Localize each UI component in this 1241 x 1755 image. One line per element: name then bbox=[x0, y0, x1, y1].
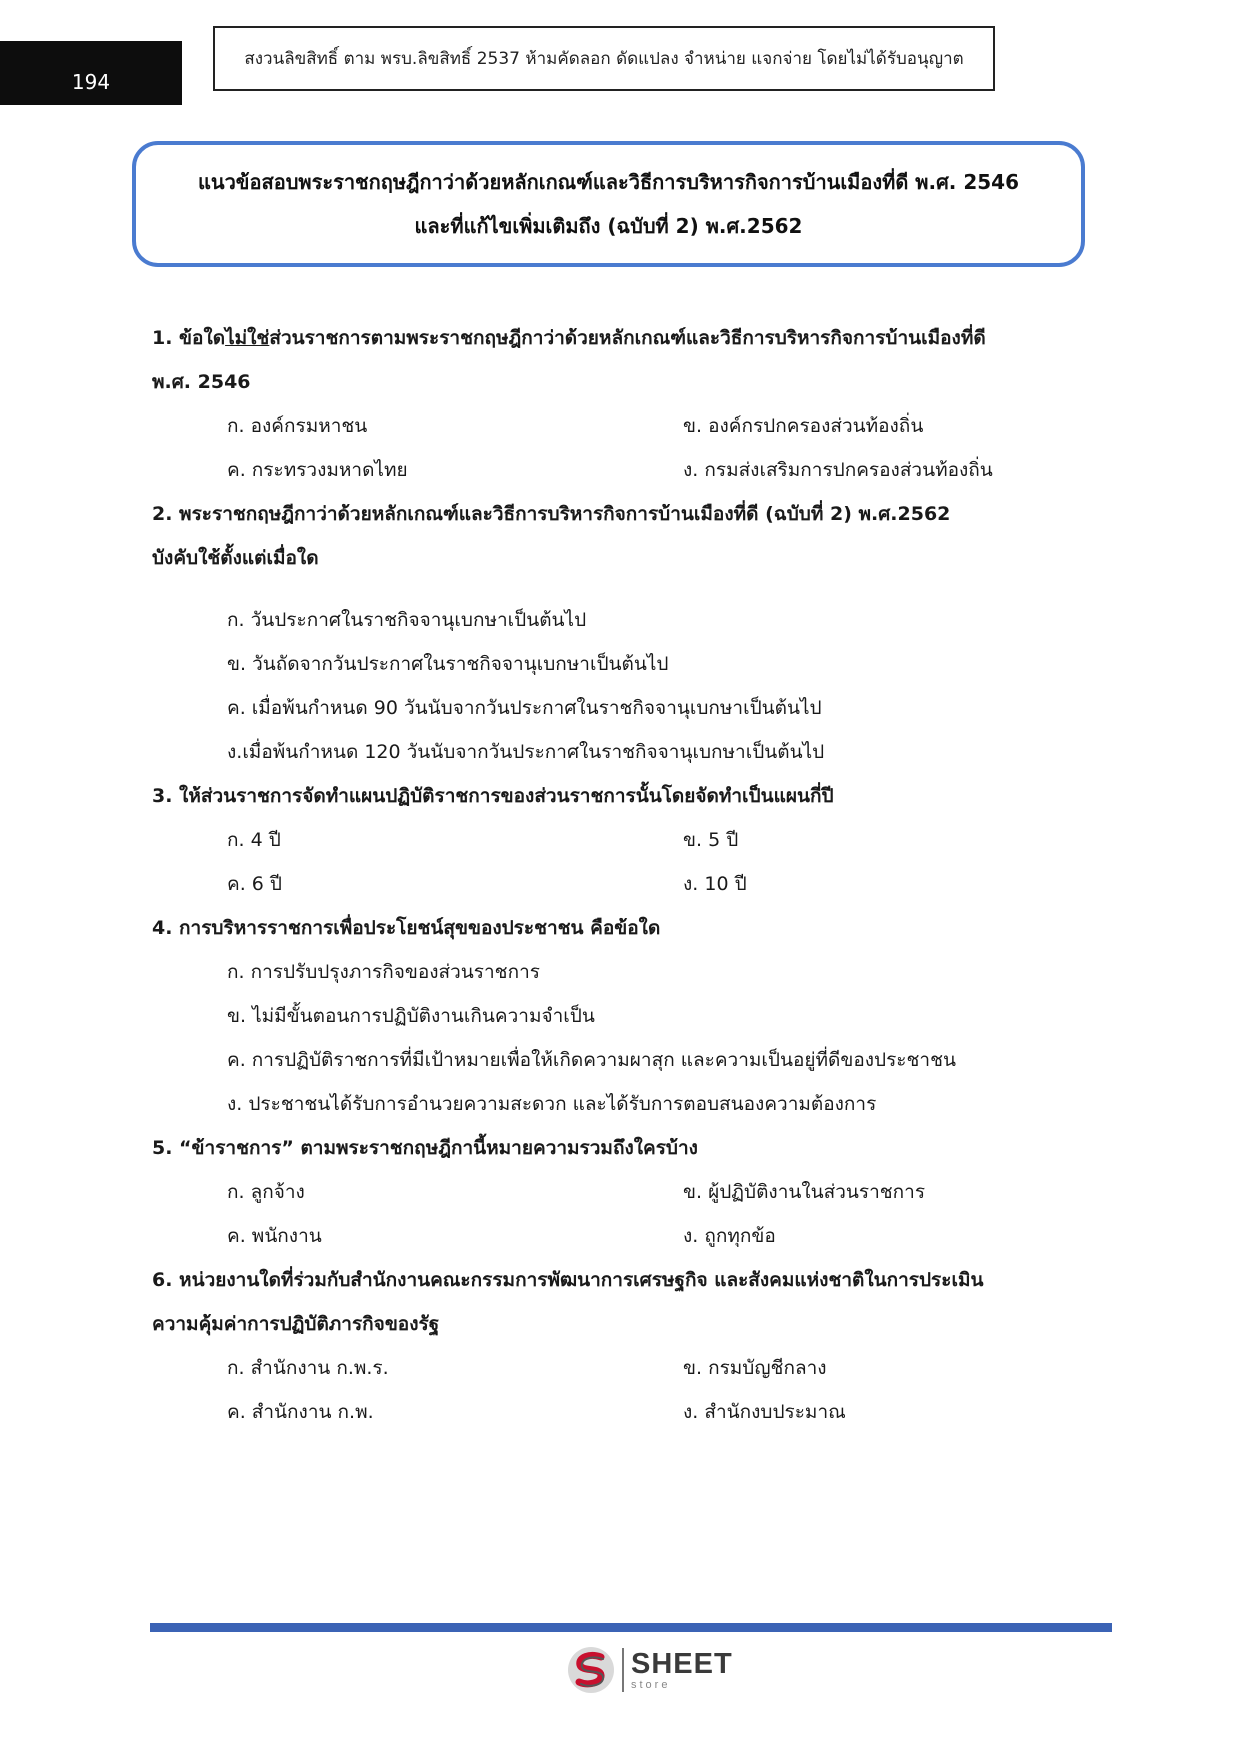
title-line-1: แนวข้อสอบพระราชกฤษฎีกาว่าด้วยหลักเกณฑ์และวิธีการบริหารกิจการบ้านเมืองที่ดี พ.ศ. 2546 bbox=[198, 170, 1019, 194]
choice-c: ค. สำนักงาน ก.พ. bbox=[227, 1401, 374, 1423]
choice-c: ค. การปฏิบัติราชการที่มีเป้าหมายเพื่อให้เกิดความผาสุก และความเป็นอยู่ที่ดีของประชาชน bbox=[227, 1049, 956, 1071]
question-2 bbox=[152, 492, 1072, 774]
question-1 bbox=[152, 316, 1072, 492]
choice-d: ง. สำนักงบประมาณ bbox=[683, 1401, 846, 1423]
logo-separator bbox=[622, 1648, 624, 1692]
question-3-choices bbox=[152, 818, 1072, 906]
copyright-notice bbox=[213, 26, 995, 91]
choice-b: ข. ผู้ปฏิบัติงานในส่วนราชการ bbox=[683, 1181, 926, 1203]
question-6-text-line-2: ความคุ้มค่าการปฏิบัติภารกิจของรัฐ bbox=[152, 1313, 440, 1335]
question-1-text bbox=[152, 316, 1072, 360]
choice-a: ก. สำนักงาน ก.พ.ร. bbox=[227, 1357, 389, 1379]
question-1-text-line-2: พ.ศ. 2546 bbox=[152, 371, 251, 393]
choice-d: ง. กรมส่งเสริมการปกครองส่วนท้องถิ่น bbox=[683, 459, 993, 481]
logo-word: SHEET bbox=[631, 1647, 733, 1680]
question-1-rest: ส่วนราชการตามพระราชกฤษฎีกาว่าด้วยหลักเกณฑ์และวิธีการบริหารกิจการบ้านเมืองที่ดี bbox=[269, 327, 986, 349]
question-5-choices bbox=[152, 1170, 1072, 1258]
logo-subword: store bbox=[631, 1678, 671, 1691]
choice-d: ง. 10 ปี bbox=[683, 873, 747, 895]
question-6-text: 6. หน่วยงานใดที่ร่วมกับสำนักงานคณะกรรมการพัฒนาการเศรษฐกิจ และสังคมแห่งชาติในการประเมิน bbox=[152, 1269, 984, 1291]
question-1-prefix: 1. ข้อใด bbox=[152, 327, 226, 349]
question-4-text: 4. การบริหารราชการเพื่อประโยชน์สุขของประชาชน คือข้อใด bbox=[152, 917, 661, 939]
choice-c: ค. เมื่อพ้นกำหนด 90 วันนับจากวันประกาศในราชกิจจานุเบกษาเป็นต้นไป bbox=[227, 697, 822, 719]
question-2-choices bbox=[152, 598, 1072, 774]
page-number: 194 bbox=[71, 70, 111, 94]
choice-c: ค. กระทรวงมหาดไทย bbox=[227, 459, 408, 481]
question-3 bbox=[152, 774, 1072, 906]
choice-d: ง.เมื่อพ้นกำหนด 120 วันนับจากวันประกาศในราชกิจจานุเบกษาเป็นต้นไป bbox=[227, 741, 825, 763]
choice-a: ก. วันประกาศในราชกิจจานุเบกษาเป็นต้นไป bbox=[227, 609, 587, 631]
question-4-choices bbox=[152, 950, 1072, 1126]
sheet-store-logo bbox=[566, 1645, 733, 1695]
choice-b: ข. วันถัดจากวันประกาศในราชกิจจานุเบกษาเป็นต้นไป bbox=[227, 653, 669, 675]
choice-a: ก. 4 ปี bbox=[227, 829, 281, 851]
question-6-choices bbox=[152, 1346, 1072, 1434]
question-2-text: 2. พระราชกฤษฎีกาว่าด้วยหลักเกณฑ์และวิธีการบริหารกิจการบ้านเมืองที่ดี (ฉบับที่ 2) พ.ศ.2562 bbox=[152, 503, 951, 525]
logo-text bbox=[631, 1647, 733, 1691]
choice-c: ค. พนักงาน bbox=[227, 1225, 322, 1247]
choice-a: ก. องค์กรมหาชน bbox=[227, 415, 368, 437]
document-title-box bbox=[132, 141, 1085, 267]
question-list bbox=[152, 316, 1072, 1434]
question-5-text: 5. “ข้าราชการ” ตามพระราชกฤษฎีกานี้หมายความรวมถึงใครบ้าง bbox=[152, 1137, 698, 1159]
footer-rule bbox=[150, 1623, 1112, 1632]
copyright-text: สงวนลิขสิทธิ์ ตาม พรบ.ลิขสิทธิ์ 2537 ห้ามคัดลอก ดัดแปลง จำหน่าย แจกจ่าย โดยไม่ได้รับอนุญาต bbox=[244, 49, 964, 69]
page-number-tab bbox=[0, 41, 182, 105]
choice-a: ก. การปรับปรุงภารกิจของส่วนราชการ bbox=[227, 961, 540, 983]
choice-b: ข. ไม่มีขั้นตอนการปฏิบัติงานเกินความจำเป็น bbox=[227, 1005, 595, 1027]
choice-b: ข. 5 ปี bbox=[683, 829, 739, 851]
title-line-2: และที่แก้ไขเพิ่มเติมถึง (ฉบับที่ 2) พ.ศ.2562 bbox=[414, 214, 803, 238]
choice-a: ก. ลูกจ้าง bbox=[227, 1181, 305, 1203]
question-3-text: 3. ให้ส่วนราชการจัดทำแผนปฏิบัติราชการของส่วนราชการนั้นโดยจัดทำเป็นแผนกี่ปี bbox=[152, 785, 834, 807]
question-6 bbox=[152, 1258, 1072, 1434]
choice-c: ค. 6 ปี bbox=[227, 873, 282, 895]
choice-d: ง. ประชาชนได้รับการอำนวยความสะดวก และได้รับการตอบสนองความต้องการ bbox=[227, 1093, 877, 1115]
sheet-store-s-icon bbox=[566, 1645, 616, 1695]
question-5 bbox=[152, 1126, 1072, 1258]
question-4 bbox=[152, 906, 1072, 1126]
choice-b: ข. องค์กรปกครองส่วนท้องถิ่น bbox=[683, 415, 924, 437]
choice-b: ข. กรมบัญชีกลาง bbox=[683, 1357, 827, 1379]
choice-d: ง. ถูกทุกข้อ bbox=[683, 1225, 776, 1247]
question-2-text-line-2: บังคับใช้ตั้งแต่เมื่อใด bbox=[152, 547, 319, 569]
question-1-emphasis: ไม่ใช่ bbox=[225, 327, 270, 349]
question-1-choices bbox=[152, 404, 1072, 492]
